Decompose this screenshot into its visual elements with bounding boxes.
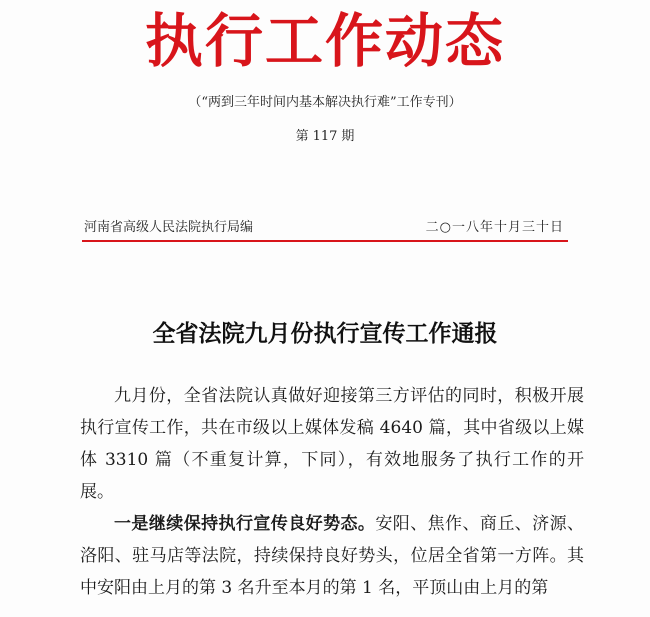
paragraph-1: 九月份，全省法院认真做好迎接第三方评估的同时，积极开展执行宣传工作，共在市级以上媒体发稿 4640 篇，其中省级以上媒体 3310 篇（不重复计算，下同），有效地服务了执行工作的开展。 — [80, 386, 584, 502]
article-body — [80, 380, 584, 604]
issue-number-value: 117 — [312, 129, 338, 144]
masthead-subtitle: （“两到三年时间内基本解决执行难”工作专刊） — [188, 95, 462, 110]
issue-suffix: 期 — [341, 129, 355, 144]
paragraph-2-lead: 一是继续保持执行宣传良好势态。 — [114, 514, 376, 534]
publication-date: 二○一八年十月三十日 — [425, 220, 564, 235]
red-divider — [82, 240, 568, 242]
paragraph-2-text: 安阳、焦作、商丘、济源、洛阳、驻马店等法院，持续保持良好势头，位居全省第一方阵。其中安阳由上月的第 3 名升至本月的第 1 名，平顶山由上月的第 — [80, 514, 585, 598]
issue-prefix: 第 — [295, 129, 309, 144]
issue-number — [0, 128, 650, 146]
article-headline: 全省法院九月份执行宣传工作通报 — [152, 321, 498, 347]
masthead-title: 执行工作动态 — [144, 7, 505, 75]
paragraph-2 — [80, 508, 584, 604]
publisher: 河南省高级人民法院执行局编 — [84, 220, 254, 235]
publication-info — [82, 218, 568, 238]
